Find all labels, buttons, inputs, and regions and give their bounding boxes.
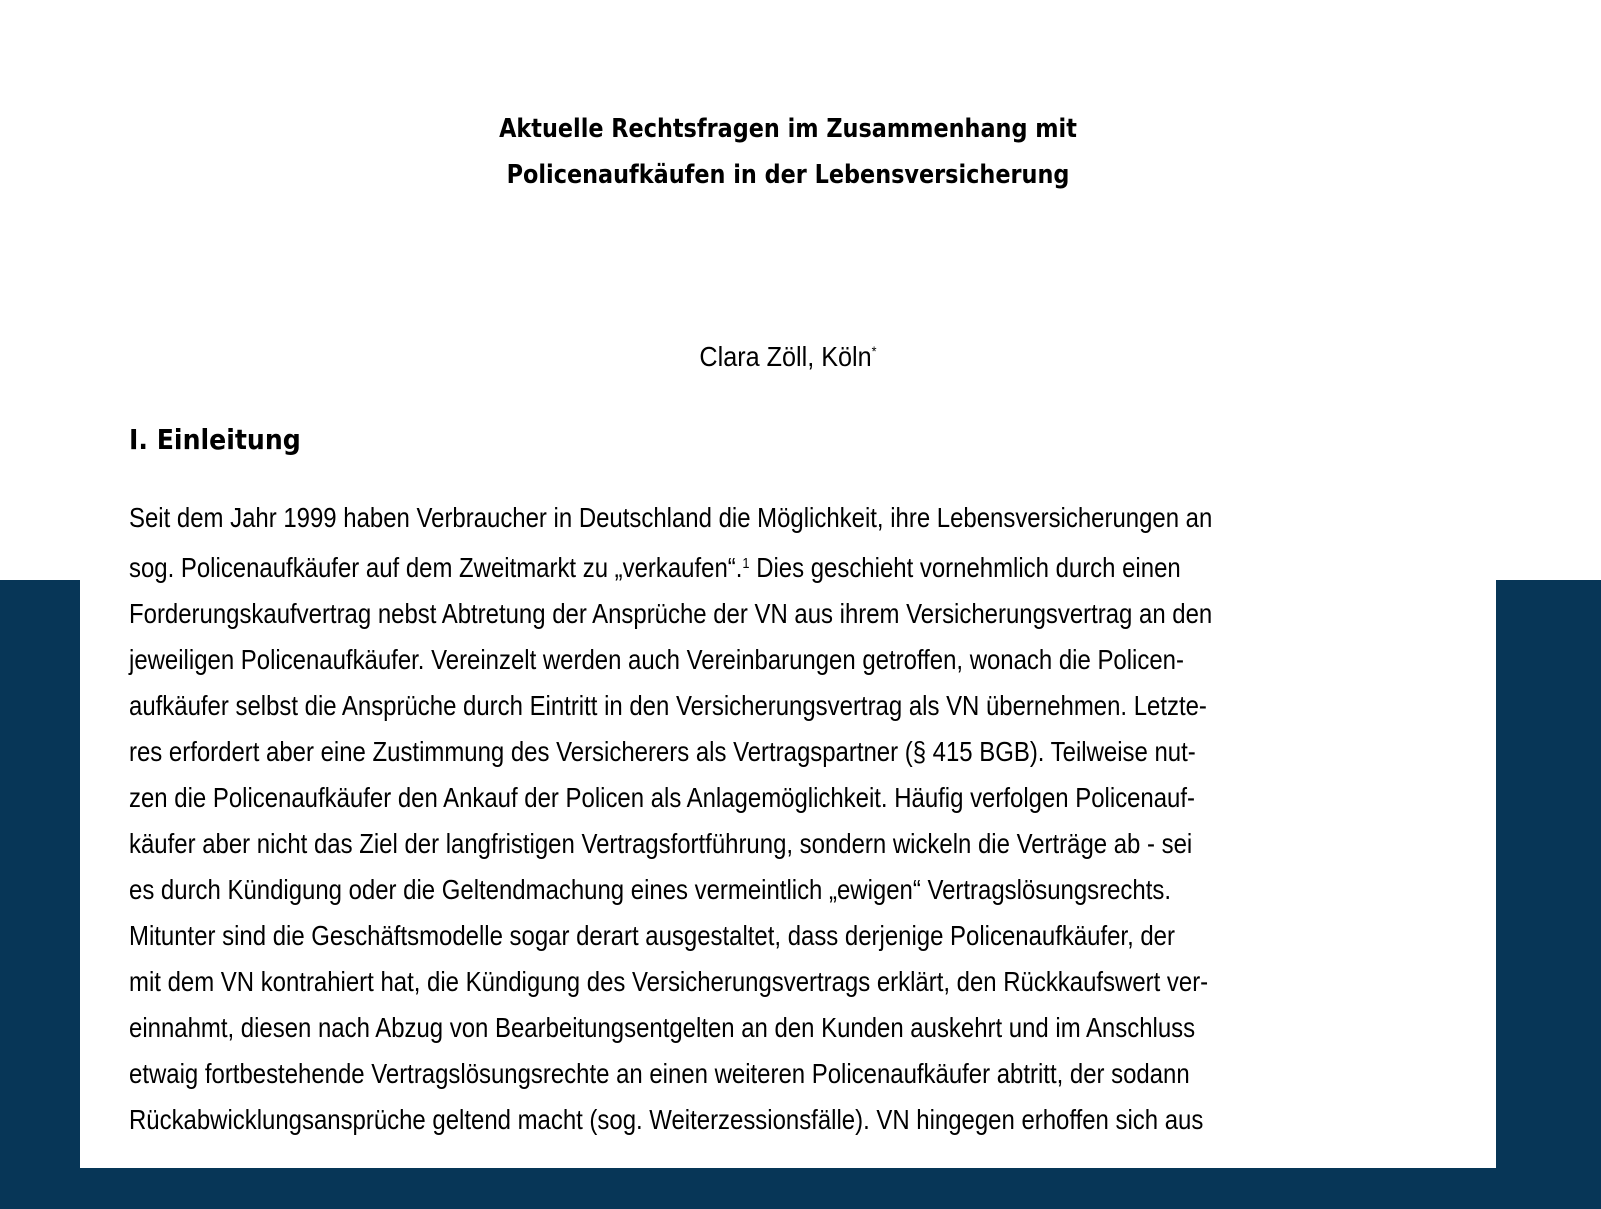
title-line-2: Policenaufkäufen in der Lebensversicherung — [506, 160, 1070, 190]
body-line-3: Forderungskaufvertrag nebst Abtretung der Ansprüche der VN aus ihrem Versicherungsvertrag an den — [129, 598, 1213, 629]
title-line-1: Aktuelle Rechtsfragen im Zusammenhang mit — [499, 114, 1077, 144]
body-line-13: etwaig fortbestehende Vertragslösungsrechte an einen weiteren Policenaufkäufer abtritt, der sodann — [129, 1058, 1190, 1089]
body-line-12: einnahmt, diesen nach Abzug von Bearbeitungsentgelten an den Kunden auskehrt und im Anschluss — [129, 1012, 1196, 1043]
body-line-2-text: sog. Policenaufkäufer auf dem Zweitmarkt zu „verkaufen“. — [129, 552, 743, 583]
body-line-8: käufer aber nicht das Ziel der langfristigen Vertragsfortführung, sondern wickeln die Verträge ab - sei — [129, 828, 1193, 859]
body-line-11: mit dem VN kontrahiert hat, die Kündigung des Versicherungsvertrags erklärt, den Rückkaufswert ver- — [129, 966, 1209, 997]
body-line-7: zen die Policenaufkäufer den Ankauf der Policen als Anlagemöglichkeit. Häufig verfolgen Policenauf- — [129, 782, 1195, 813]
body-line-4: jeweiligen Policenaufkäufer. Vereinzelt werden auch Vereinbarungen getroffen, wonach die Policen- — [129, 644, 1184, 675]
author-footnote-mark: * — [871, 343, 877, 359]
footnote-1-mark: 1 — [742, 555, 750, 572]
body-line-2-continuation: Dies geschieht vornehmlich durch einen — [749, 552, 1181, 583]
body-line-5: aufkäufer selbst die Ansprüche durch Eintritt in den Versicherungsvertrag als VN übernehmen. Letzte- — [129, 690, 1207, 721]
body-line-9: es durch Kündigung oder die Geltendmachung eines vermeintlich „ewigen“ Vertragslösungsrechts. — [129, 874, 1171, 905]
author-line — [151, 339, 1425, 375]
body-line-2 — [129, 548, 1181, 588]
body-line-1: Seit dem Jahr 1999 haben Verbraucher in Deutschland die Möglichkeit, ihre Lebensversicherungen an — [129, 502, 1213, 533]
body-line-6: res erfordert aber eine Zustimmung des Versicherers als Vertragspartner (§ 415 BGB). Teilweise nut- — [129, 736, 1196, 767]
section-heading: I. Einleitung — [129, 423, 301, 456]
document-page — [80, 0, 1496, 1168]
body-line-14: Rückabwicklungsansprüche geltend macht (sog. Weiterzessionsfälle). VN hingegen erhoffen sich aus — [129, 1104, 1204, 1135]
author-name: Clara Zöll, Köln — [699, 341, 872, 372]
document-title — [179, 106, 1397, 198]
body-line-10: Mitunter sind die Geschäftsmodelle sogar derart ausgestaltet, dass derjenige Policenaufkäufer, der — [129, 920, 1175, 951]
